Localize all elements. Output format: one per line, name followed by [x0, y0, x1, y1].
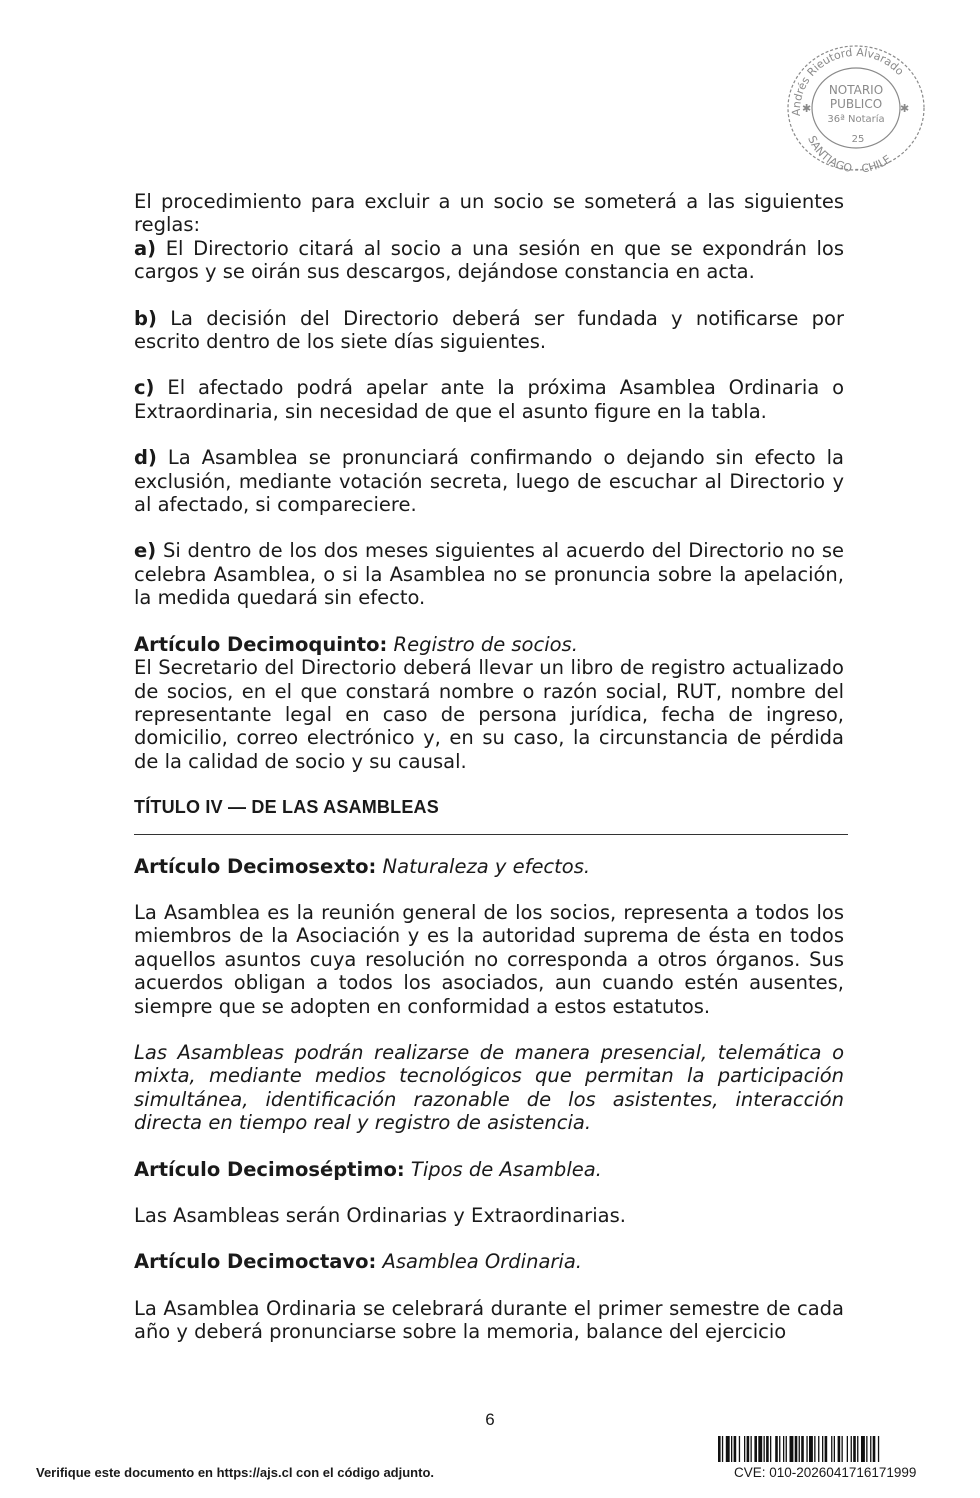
document-body [134, 190, 844, 1344]
svg-text:SANTIAGO - CHILE [805, 134, 893, 174]
article-18-text: La Asamblea Ordinaria se celebrará durante el primer semestre de cada año y deberá pronunciarse sobre la memoria, balance del ejercicio [134, 1296, 844, 1344]
barcode-bar [731, 1436, 732, 1462]
article-15-title: Registro de socios. [393, 632, 578, 656]
barcode-bar [770, 1436, 771, 1462]
barcode-bar [751, 1436, 752, 1462]
seal-line4: 25 [851, 134, 865, 145]
barcode-bar [847, 1436, 848, 1462]
barcode-bar [734, 1436, 737, 1462]
article-15-text: El Secretario del Directorio deberá llevar un libro de registro actualizado de socios, en el que constará nombre o razón social, RUT, nombre del representante legal en caso de persona jurídica, fecha de ingreso, domicilio, correo electrónico y, en su caso, la circunstancia de pérdida de la calidad de socio y su causal. [134, 656, 844, 773]
article-17-label: Artículo Decimoséptimo: [134, 1157, 405, 1181]
seal-city: SANTIAGO - CHILE [805, 133, 894, 174]
section-divider [134, 834, 848, 835]
barcode-bar [870, 1436, 871, 1462]
barcode-bar [739, 1436, 740, 1462]
seal-star-left-icon: ✱ [802, 102, 812, 115]
rule-a-text: El Directorio citará al socio a una sesión en que se expondrán los cargos y se oirán sus descargos, dejándose constancia en acta. [134, 236, 844, 284]
barcode [718, 1436, 946, 1462]
section-title-row [134, 795, 844, 819]
article-18-label: Artículo Decimoctavo: [134, 1250, 377, 1274]
seal-line2: PUBLICO [829, 97, 883, 111]
page-number: 6 [485, 1410, 495, 1429]
seal-line3: 36ª Notaría [827, 114, 885, 125]
seal-name-text: Andrés Rieutord Alvarado [789, 45, 907, 117]
barcode-bar [878, 1436, 879, 1462]
barcode-bar [851, 1436, 852, 1462]
section-title: TÍTULO IV — DE LAS ASAMBLEAS [134, 797, 439, 818]
rule-d-text: La Asamblea se pronunciará confirmando o dejando sin efecto la exclusión, mediante votación secreta, luego de escuchar al Directorio y al afectado, si compareciere. [134, 446, 845, 517]
rule-c-text: El afectado podrá apelar ante la próxima Asamblea Ordinaria o Extraordinaria, sin necesidad de que el asunto figure en la tabla. [134, 376, 845, 423]
barcode-bar [766, 1436, 769, 1462]
barcode-bar [825, 1436, 828, 1462]
rule-e-label: e) [134, 539, 157, 563]
barcode-bar [718, 1436, 721, 1462]
article-18-heading [134, 1250, 844, 1273]
article-17-title: Tipos de Asamblea. [410, 1157, 602, 1181]
rule-c [134, 376, 844, 423]
barcode-bar [795, 1436, 798, 1462]
barcode-bar [747, 1436, 750, 1462]
barcode-bar [806, 1436, 807, 1462]
seal-star-right-icon: ✱ [900, 102, 910, 115]
barcode-bar [744, 1436, 745, 1462]
barcode-bar [790, 1436, 794, 1462]
rule-d [134, 446, 844, 516]
barcode-bar [779, 1436, 780, 1462]
barcode-bar [758, 1436, 762, 1462]
barcode-bar [799, 1436, 800, 1462]
barcode-bar [783, 1436, 784, 1462]
barcode-bar [801, 1436, 804, 1462]
barcode-bar [775, 1436, 778, 1462]
notary-seal [784, 42, 928, 174]
barcode-bar [831, 1436, 832, 1462]
barcode-bar [842, 1436, 843, 1462]
barcode-bar [861, 1436, 865, 1462]
barcode-bar [853, 1436, 856, 1462]
barcode-bar [814, 1436, 815, 1462]
article-15-heading [134, 633, 844, 656]
rule-c-label: c) [134, 376, 155, 400]
barcode-bar [754, 1436, 757, 1462]
article-16-text-1: La Asamblea es la reunión general de los socios, representa a todos los miembros de la Asociación y es la autoridad suprema de ésta en todos aquellos asuntos cuya resolución no corresponda a otros órganos. Sus acuerdos obligan a todos los asociados, aun cuando estén ausentes, siempre que se adopten en conformidad a estos estatutos. [134, 900, 844, 1018]
cve-code: CVE: 010-2026041716171999 [734, 1465, 917, 1480]
rule-d-label: d) [134, 446, 157, 470]
barcode-bar [818, 1436, 819, 1462]
barcode-bar [764, 1436, 765, 1462]
barcode-bar [834, 1436, 835, 1462]
article-18-title: Asamblea Ordinaria. [382, 1250, 582, 1274]
barcode-bar [809, 1436, 813, 1462]
article-16-heading [134, 855, 844, 878]
article-16-label: Artículo Decimosexto: [134, 854, 377, 878]
rule-a [134, 237, 844, 284]
rule-b-text: La decisión del Directorio deberá ser fundada y notificarse por escrito dentro de los siete días siguientes. [134, 306, 845, 354]
article-17-heading [134, 1158, 844, 1181]
barcode-bar [822, 1436, 823, 1462]
barcode-bar [873, 1436, 876, 1462]
barcode-bar [838, 1436, 841, 1462]
paragraph-intro: El procedimiento para excluir a un socio se someterá a las siguientes reglas: [134, 190, 844, 237]
barcode-bar [722, 1436, 723, 1462]
barcode-bar [866, 1436, 867, 1462]
verify-note: Verifique este documento en https://ajs.cl con el código adjunto. [36, 1465, 434, 1480]
article-16-text-2: Las Asambleas podrán realizarse de manera presencial, telemática o mixta, mediante medios tecnológicos que permitan la participación simultánea, identificación razonable de los asistentes, interacción directa en tiempo real y registro de asistencia. [134, 1040, 844, 1135]
seal-line1: NOTARIO [828, 83, 884, 97]
article-15-label: Artículo Decimoquinto: [134, 632, 388, 656]
rule-e [134, 539, 844, 609]
barcode-bar [786, 1436, 787, 1462]
rule-a-label: a) [134, 236, 157, 260]
rule-b [134, 307, 844, 354]
barcode-bar [726, 1436, 730, 1462]
barcode-bar [857, 1436, 858, 1462]
article-16-title: Naturaleza y efectos. [382, 854, 591, 878]
rule-e-text: Si dentro de los dos meses siguientes al acuerdo del Directorio no se celebra Asamblea, o si la Asamblea no se pronuncia sobre la apelación, la medida quedará sin efecto. [134, 539, 844, 610]
article-17-text: Las Asambleas serán Ordinarias y Extraordinarias. [134, 1204, 626, 1227]
rule-b-label: b) [134, 306, 157, 330]
